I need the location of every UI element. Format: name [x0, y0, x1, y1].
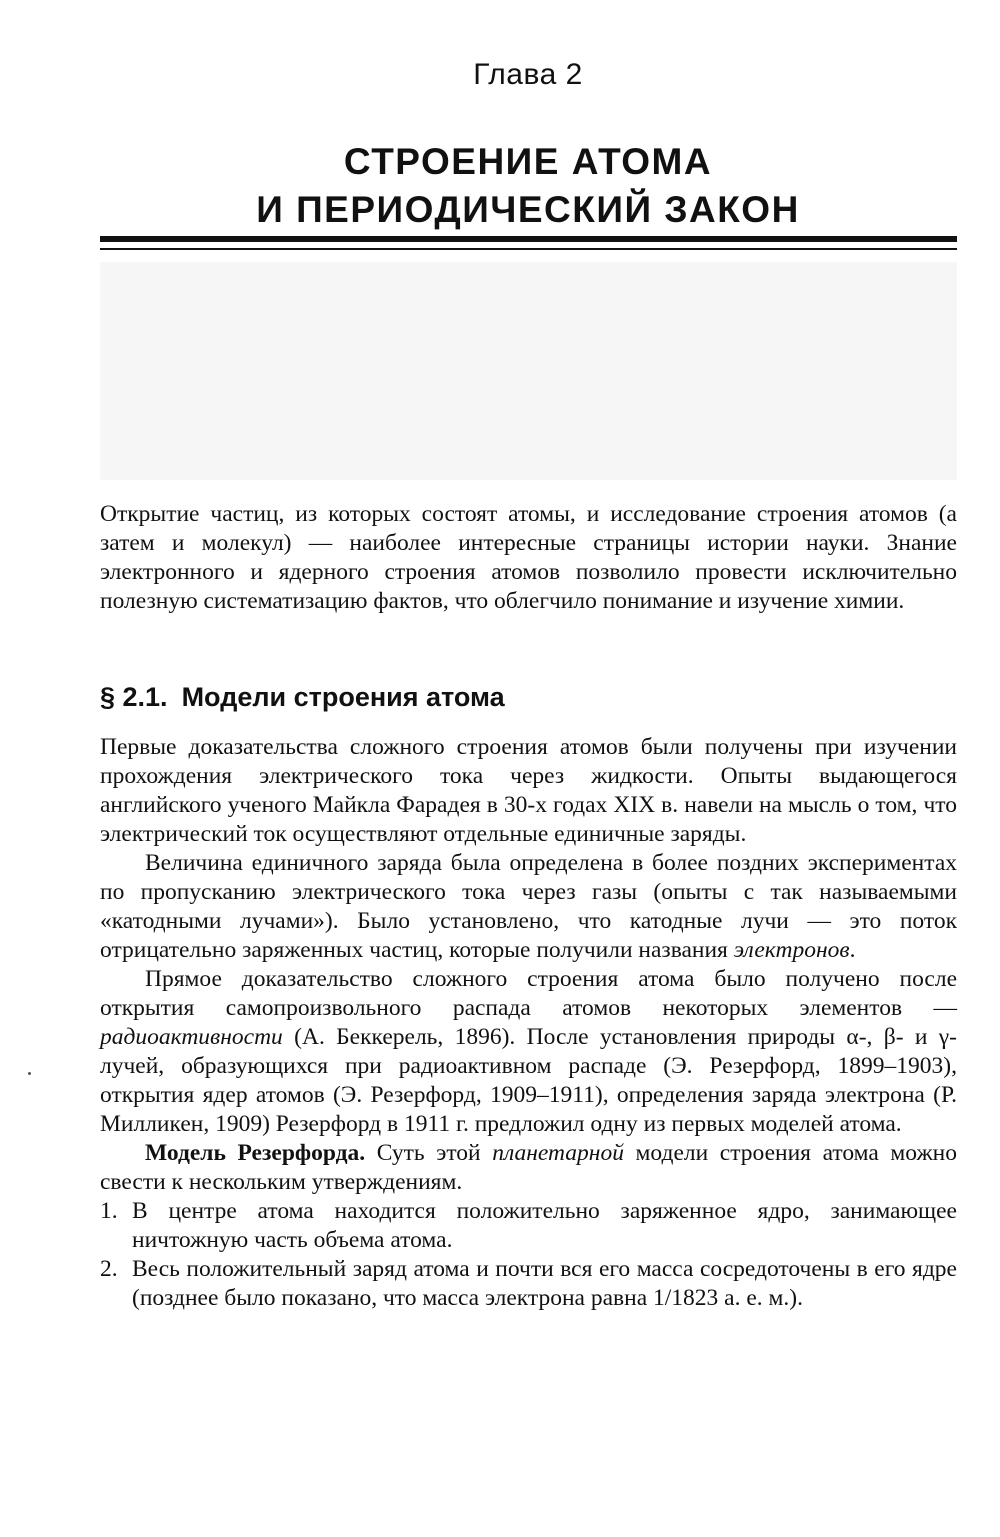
paragraph-3-text-b: (А. Беккерель, 1896). После установления природы α-, β- и γ-лучей, образующихся при радиоактивном распаде (Э. Резерфорд, 1899–1903), открытия ядер атомов (Э. Резерфорд, 1909–1911), определения заряда электрона (Р. Милликен, 1909) Резерфорд в 1911 г. предложил одну из первых моделей атома.	[100, 1024, 957, 1137]
term-radioactivity: радиоактивности	[100, 1024, 283, 1050]
chapter-title	[0, 138, 1000, 234]
list-item-text: Весь положительный заряд атома и почти вся его масса сосредоточены в его ядре (позднее было показано, что масса электрона равна 1/1823 а. е. м.).	[132, 1256, 957, 1311]
section-number: § 2.1.	[100, 682, 168, 712]
chapter-label: Глава 2	[473, 58, 583, 91]
paragraph-2	[100, 849, 957, 965]
list-item-marker: 2.	[100, 1256, 118, 1282]
section-title: Модели строения атома	[181, 682, 505, 712]
rutherford-model-lead: Модель Резерфорда.	[145, 1140, 366, 1166]
paragraph-3	[100, 965, 957, 1139]
intro-paragraph: Открытие частиц, из которых состоят атомы, и исследование строения атомов (а затем и молекул) — наиболее интересные страницы истории науки. Знание электронного и ядерного строения атомов позволило провести исключительно полезную систематизацию фактов, что облегчило понимание и изучение химии.	[100, 501, 957, 614]
chapter-title-line-2: И ПЕРИОДИЧЕСКИЙ ЗАКОН	[256, 189, 800, 230]
margin-dot	[28, 1072, 31, 1075]
title-rule-thick	[100, 236, 957, 242]
paragraph-4-text-a: Суть этой	[365, 1140, 493, 1166]
chapter-title-line-1: СТРОЕНИЕ АТОМА	[343, 141, 713, 182]
chapter-banner-background	[100, 262, 957, 480]
list-item-marker: 1.	[100, 1198, 118, 1224]
list-item	[100, 1255, 957, 1313]
term-planetary: планетарной	[492, 1140, 624, 1166]
list-item	[100, 1197, 957, 1255]
section-body	[100, 733, 957, 1313]
paragraph-4-text-b: модели строения атома можно свести к нескольким утверждениям.	[100, 1140, 958, 1195]
paragraph-1: Первые доказательства сложного строения атомов были получены при изучении прохождения электрического тока через жидкости. Опыты выдающегося английского ученого Майкла Фарадея в 30-х годах XIX в. навели на мысль о том, что электрический ток осуществляют отдельные единичные заряды.	[100, 734, 957, 847]
paragraph-4	[100, 1139, 957, 1197]
paragraph-2-text: Величина единичного заряда была определена в более поздних экспериментах по пропусканию электрического тока через газы (опыты с так называемыми «катодными лучами»). Было установлено, что катодные лучи — это поток отрицательно заряженных частиц, которые получили названия	[100, 850, 957, 963]
paragraph-2-end: .	[849, 937, 856, 963]
list-item-text: В центре атома находится положительно заряженное ядро, занимающее ничтожную часть объема атома.	[132, 1198, 957, 1253]
numbered-list	[100, 1197, 957, 1313]
title-rule-thin	[100, 248, 957, 250]
section-heading	[100, 680, 957, 714]
term-electrons: электронов	[733, 937, 850, 963]
paragraph-3-text-a: Прямое доказательство сложного строения атома было получено после открытия самопроизвольного распада атомов некоторых элементов —	[100, 966, 957, 1021]
